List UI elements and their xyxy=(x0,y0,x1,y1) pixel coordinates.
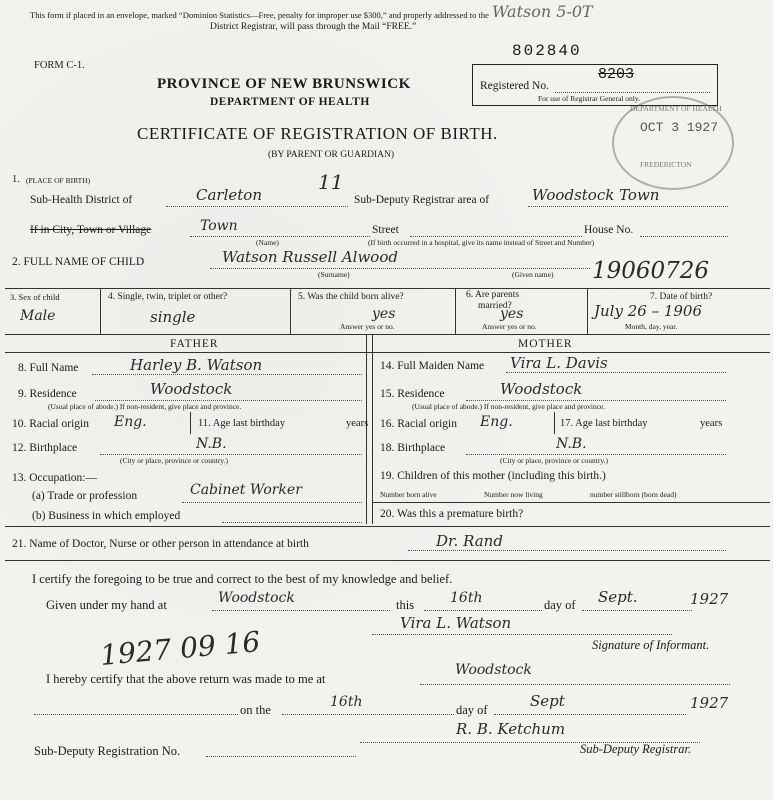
mother-birthplace-label: 18. Birthplace xyxy=(380,442,446,454)
registrar-place-value: Woodstock xyxy=(455,662,532,678)
certificate-title: CERTIFICATE OF REGISTRATION OF BIRTH. xyxy=(137,124,498,143)
parents-married-label1: 6. Are parents xyxy=(466,290,520,300)
certify-year-value: 1927 xyxy=(690,590,729,608)
premature-label: 20. Was this a premature birth? xyxy=(380,508,524,520)
mother-residence-note: (Usual place of abode.) If non-resident, give place and province. xyxy=(412,402,606,411)
certify-day-of-label: day of xyxy=(544,598,576,612)
father-racial-label: 10. Racial origin xyxy=(12,418,89,430)
father-racial-value: Eng. xyxy=(114,414,147,430)
now-living-count-label: Number now living xyxy=(484,490,543,499)
given-under-label: Given under my hand at xyxy=(46,598,167,612)
surname-note: (Surname) xyxy=(318,270,350,279)
street-label: Street xyxy=(372,224,399,236)
department-heading: DEPARTMENT OF HEALTH xyxy=(210,96,370,108)
father-residence-label: 9. Residence xyxy=(18,388,77,400)
certify-day-value: 16th xyxy=(450,590,483,606)
registrar-day-value: 16th xyxy=(330,694,363,710)
hospital-note: (If birth occurred in a hospital, give its name instead of Street and Number) xyxy=(368,238,595,247)
father-residence-value: Woodstock xyxy=(150,380,233,398)
mother-name-value: Vira L. Davis xyxy=(510,354,608,372)
registration-number-label: Sub-Deputy Registration No. xyxy=(34,744,181,758)
children-label: 19. Children of this mother (including this birth.) xyxy=(380,470,606,482)
informant-signature-label: Signature of Informant. xyxy=(592,638,710,652)
father-name-value: Harley B. Watson xyxy=(130,356,263,374)
stamp-text-top: DEPARTMENT OF HEALTH xyxy=(630,104,722,113)
attendant-value: Dr. Rand xyxy=(436,532,503,550)
born-alive-count-label: Number born alive xyxy=(380,490,437,499)
informant-signature: Vira L. Watson xyxy=(400,614,512,632)
section1-number: 1. xyxy=(12,174,20,185)
registrar-signature: R. B. Ketchum xyxy=(456,720,566,738)
parents-married-label2: married? xyxy=(478,301,512,311)
child-name-value: Watson Russell Alwood xyxy=(222,248,398,266)
mother-birthplace-value: N.B. xyxy=(556,436,587,452)
handwritten-date-stamp: 1927 09 16 xyxy=(98,625,262,672)
sex-value: Male xyxy=(20,308,56,324)
subhealth-label: Sub-Health District of xyxy=(30,194,133,206)
certify-statement: I certify the foregoing to be true and correct to the best of my knowledge and belief. xyxy=(32,572,453,586)
mother-residence-label: 15. Residence xyxy=(380,388,445,400)
parents-married-note: Answer yes or no. xyxy=(482,322,537,331)
place-of-birth-label: (PLACE OF BIRTH) xyxy=(26,176,91,185)
this-label: this xyxy=(396,598,415,612)
single-twin-value: single xyxy=(150,308,196,326)
child-name-label: 2. FULL NAME OF CHILD xyxy=(12,256,145,268)
serial-number: 802840 xyxy=(512,42,582,60)
mother-residence-value: Woodstock xyxy=(500,380,583,398)
handwritten-surname-top: Watson 5-0T xyxy=(492,2,593,21)
registrar-signature-label: Sub-Deputy Registrar. xyxy=(580,742,692,756)
dob-value: July 26 – 1906 xyxy=(594,302,703,320)
father-birthplace-label: 12. Birthplace xyxy=(12,442,78,454)
city-label: If in City, Town or Village xyxy=(30,224,152,236)
father-birthplace-value: N.B. xyxy=(196,436,227,452)
trade-value: Cabinet Worker xyxy=(190,482,302,498)
house-label: House No. xyxy=(584,224,634,236)
birth-date-code: 19060726 xyxy=(592,258,710,284)
city-value: Town xyxy=(200,218,238,234)
business-label: (b) Business in which employed xyxy=(32,510,181,522)
father-years-label: years xyxy=(346,418,369,429)
registered-note: For use of Registrar General only. xyxy=(538,94,640,103)
mother-years-label: years xyxy=(700,418,723,429)
certify-month-value: Sept. xyxy=(598,588,638,606)
registrar-month-value: Sept xyxy=(530,692,565,710)
registrar-on-the-label: on the xyxy=(240,703,271,717)
dob-label: 7. Date of birth? xyxy=(650,292,713,302)
occupation-label: 13. Occupation:— xyxy=(12,472,97,484)
subdeputy-value: Woodstock Town xyxy=(532,186,660,204)
sex-label: 3. Sex of child xyxy=(10,292,60,302)
born-alive-value: yes xyxy=(372,306,396,322)
father-age-label: 11. Age last birthday xyxy=(198,418,286,429)
single-twin-label: 4. Single, twin, triplet or other? xyxy=(108,292,228,302)
given-name-note: (Given name) xyxy=(512,270,554,279)
registered-number: 8203 xyxy=(598,66,635,83)
stillborn-count-label: number stillborn (born dead) xyxy=(590,490,677,499)
province-heading: PROVINCE OF NEW BRUNSWICK xyxy=(157,76,411,92)
born-alive-label: 5. Was the child born alive? xyxy=(298,292,404,302)
registered-label: Registered No. xyxy=(480,80,549,92)
born-alive-note: Answer yes or no. xyxy=(340,322,395,331)
form-code: FORM C-1. xyxy=(34,60,85,71)
subdeputy-label: Sub-Deputy Registrar area of xyxy=(354,194,490,206)
father-heading: FATHER xyxy=(170,338,219,350)
father-name-label: 8. Full Name xyxy=(18,362,79,374)
certificate-subtitle: (BY PARENT OR GUARDIAN) xyxy=(268,150,395,160)
name-note: (Name) xyxy=(256,238,279,247)
trade-label: (a) Trade or profession xyxy=(32,490,138,502)
stamp-text-bottom: FREDERICTON xyxy=(640,160,692,169)
district-number: 11 xyxy=(318,170,344,194)
mother-racial-label: 16. Racial origin xyxy=(380,418,457,430)
mother-heading: MOTHER xyxy=(518,338,573,350)
father-residence-note: (Usual place of abode.) If non-resident, give place and province. xyxy=(48,402,242,411)
attendant-label: 21. Name of Doctor, Nurse or other person in attendance at birth xyxy=(12,538,309,550)
registrar-statement: I hereby certify that the above return was made to me at xyxy=(46,672,326,686)
envelope-note-line2: District Registrar, will pass through the Mail “FREE.” xyxy=(210,22,417,32)
father-birthplace-note: (City or place, province or country.) xyxy=(120,456,229,465)
parents-married-value: yes xyxy=(500,306,524,322)
registrar-year-value: 1927 xyxy=(690,694,729,712)
mother-age-label: 17. Age last birthday xyxy=(560,418,648,429)
mother-racial-value: Eng. xyxy=(480,414,513,430)
mother-name-label: 14. Full Maiden Name xyxy=(380,360,485,372)
registrar-day-of-label: day of xyxy=(456,703,488,717)
given-place-value: Woodstock xyxy=(218,590,295,606)
envelope-note-line1: This form if placed in an envelope, marked “Dominion Statistics—Free, penalty for improper use $300,” and properly addressed to the xyxy=(30,10,489,20)
mother-birthplace-note: (City or place, province or country.) xyxy=(500,456,609,465)
dob-note: Month, day, year. xyxy=(625,322,678,331)
stamp-date: OCT 3 1927 xyxy=(640,120,719,135)
subhealth-value: Carleton xyxy=(196,186,262,204)
